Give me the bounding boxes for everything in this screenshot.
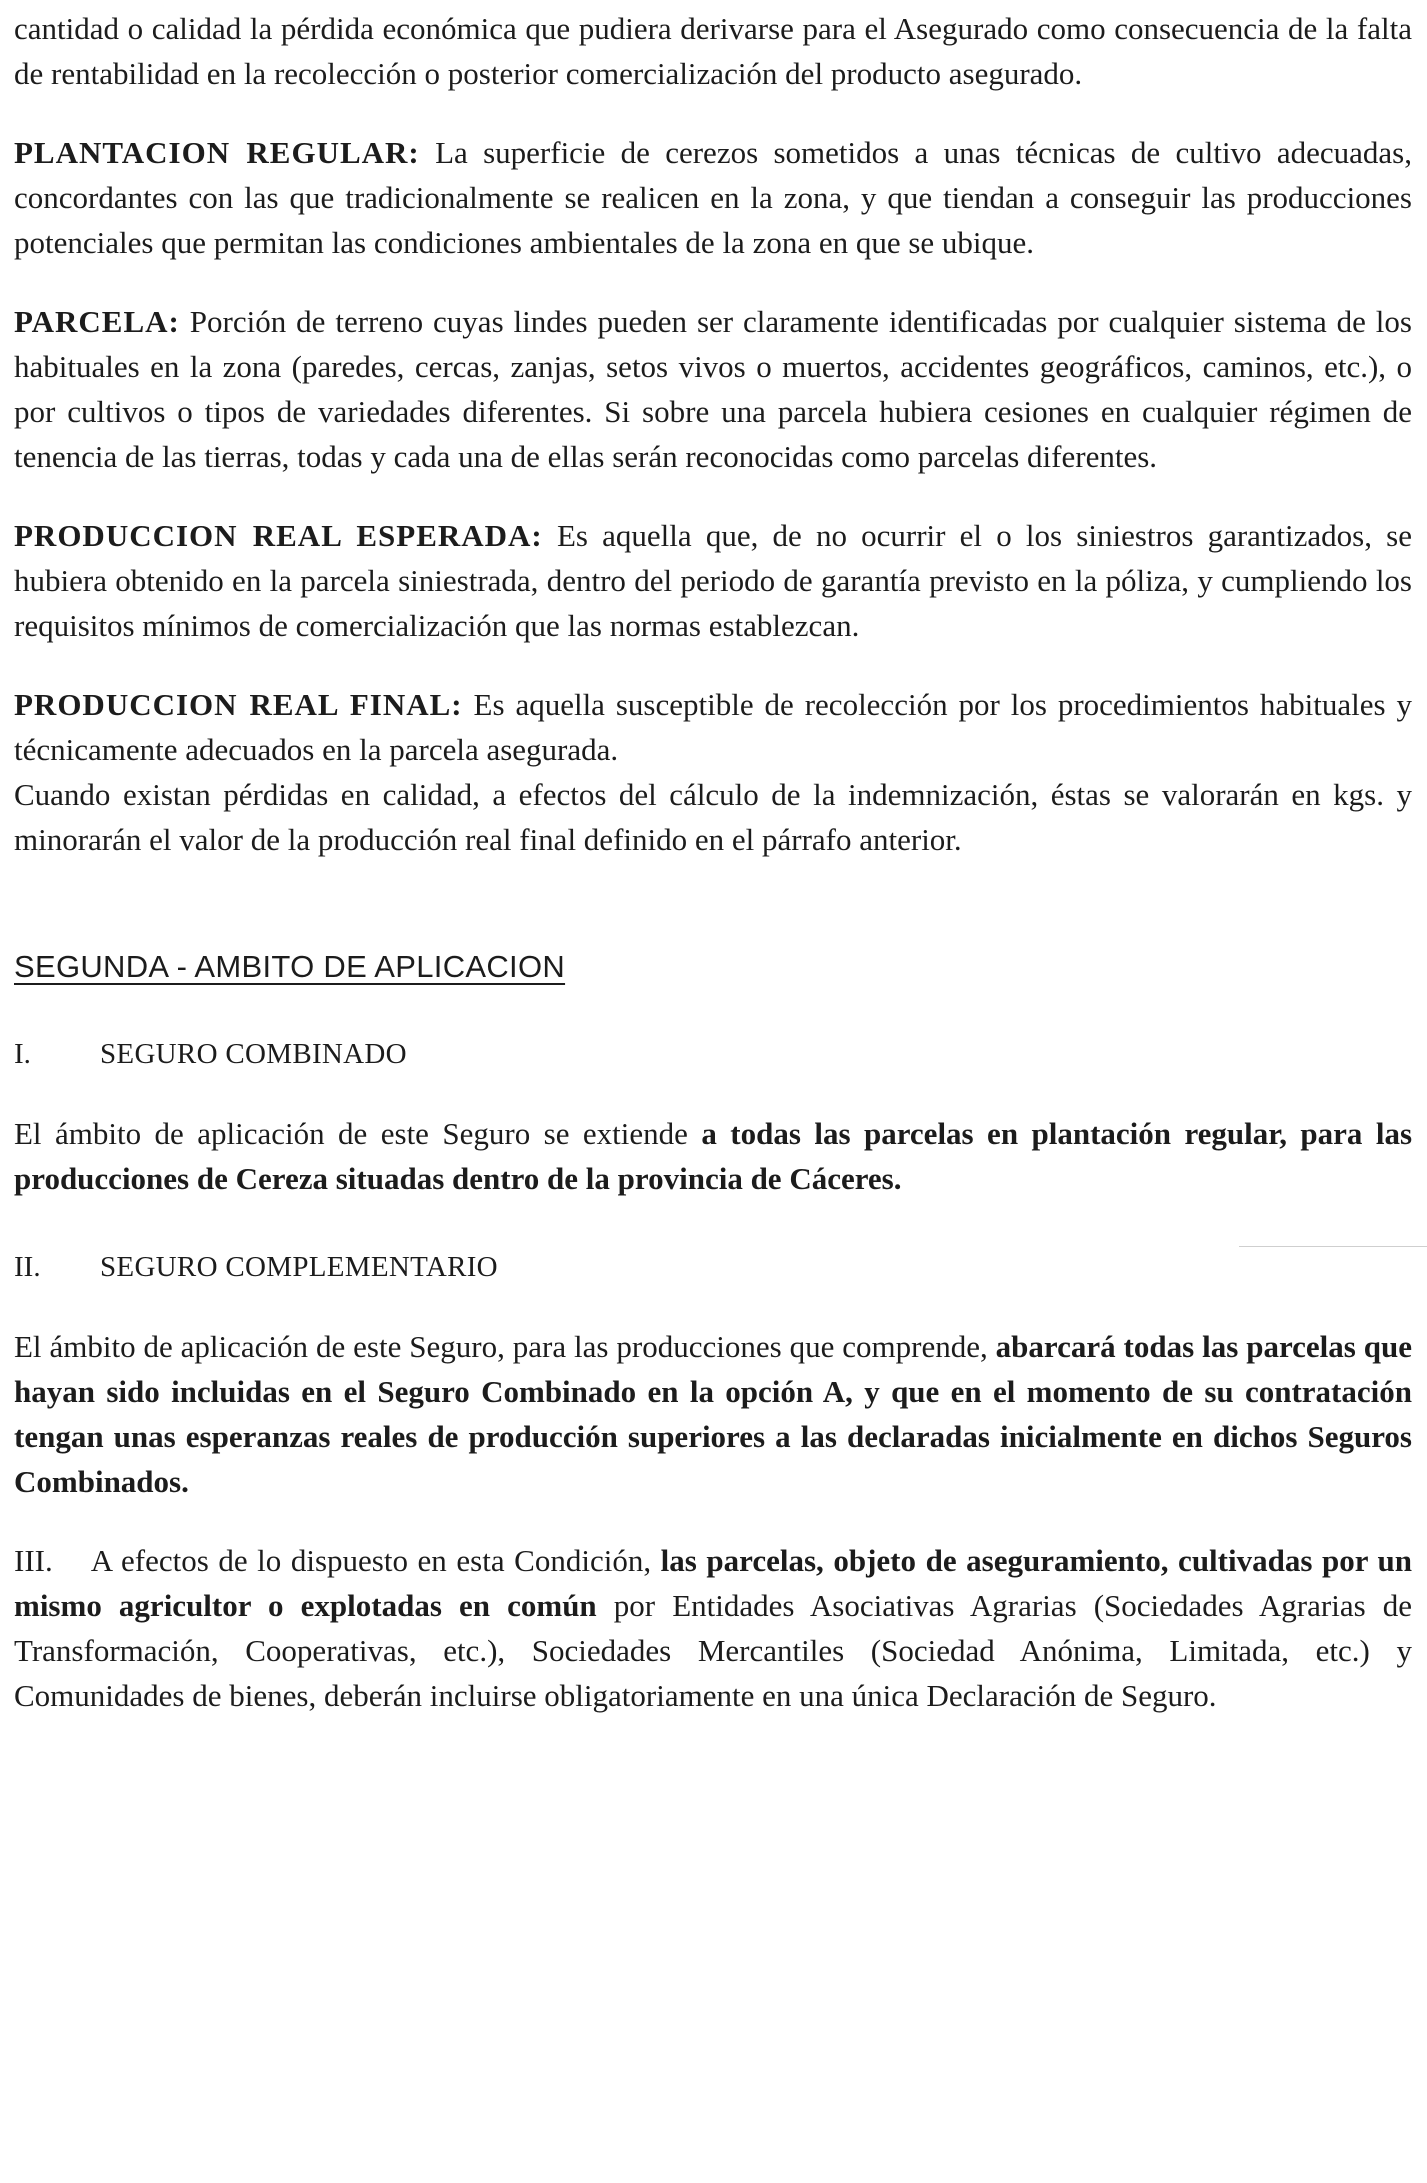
definition-text: La superficie de cerezos sometidos a unas técnicas de cultivo adecuadas, concordantes con las que tradicionalmente se realicen en la zona, y que tiendan a conseguir las producciones potenciales que permitan las condiciones ambientales de la zona en que se ubique. — [14, 135, 1412, 260]
definition-text: Es aquella susceptible de recolección por los procedimientos habituales y técnicamente adecuados en la parcela asegurada. — [14, 687, 1412, 767]
definition-term: PRODUCCION REAL FINAL: — [14, 687, 463, 722]
subheading-title: SEGURO COMPLEMENTARIO — [100, 1251, 498, 1283]
paragraph-text: El ámbito de aplicación de este Seguro, para las producciones que comprende, — [14, 1329, 996, 1364]
definition-produccion-real-esperada — [14, 513, 1412, 648]
subheading-seguro-combinado — [14, 1032, 1412, 1077]
divider-line — [1239, 1246, 1427, 1247]
intro-paragraph: cantidad o calidad la pérdida económica que pudiera derivarse para el Asegurado como consecuencia de la falta de rentabilidad en la recolección o posterior comercialización del producto asegurado. — [14, 11, 1412, 91]
definition-extra-paragraph: Cuando existan pérdidas en calidad, a efectos del cálculo de la indemnización, éstas se valorarán en kgs. y minorarán el valor de la producción real final definido en el párrafo anterior. — [14, 777, 1412, 857]
paragraph-bold-text: a todas las parcelas en plantación regular, para las producciones de Cereza situadas dentro de la provincia de Cáceres. — [14, 1116, 1413, 1196]
document-page — [14, 6, 1412, 1718]
paragraph-iii — [14, 1538, 1412, 1718]
paragraph-number: III. — [14, 1543, 53, 1578]
subheading-title: SEGURO COMBINADO — [100, 1038, 407, 1070]
paragraph-text: por Entidades Asociativas Agrarias (Sociedades Agrarias de Transformación, Cooperativas, etc.), Sociedades Mercantiles (Sociedad Anónima, Limitada, etc.) y Comunidades de bienes, deberán incluirse obligatoriamente en una única Declaración de Seguro. — [14, 1588, 1413, 1713]
subheading-seguro-complementario — [14, 1245, 1412, 1290]
definition-term: PLANTACION REGULAR: — [14, 135, 420, 170]
definition-produccion-real-final — [14, 682, 1412, 772]
subheading-number: I. — [14, 1038, 31, 1070]
definition-text: Porción de terreno cuyas lindes pueden ser claramente identificadas por cualquier sistema de los habituales en la zona (paredes, cercas, zanjas, setos vivos o muertos, accidentes geográficos, caminos, etc.), o por cultivos o tipos de variedades diferentes. Si sobre una parcela hubiera cesiones en cualquier régimen de tenencia de las tierras, todas y cada una de ellas serán reconocidas como parcelas diferentes. — [14, 304, 1412, 474]
definition-term: PARCELA: — [14, 304, 180, 339]
definition-plantacion-regular — [14, 130, 1412, 265]
definition-text: Es aquella que, de no ocurrir el o los siniestros garantizados, se hubiera obtenido en la parcela siniestrada, dentro del periodo de garantía previsto en la póliza, y cumpliendo los requisitos mínimos de comercialización que las normas establezcan. — [14, 518, 1412, 643]
seguro-combinado-paragraph — [14, 1111, 1412, 1201]
definition-term: PRODUCCION REAL ESPERADA: — [14, 518, 543, 553]
definition-parcela — [14, 299, 1412, 479]
paragraph-text: A efectos de lo dispuesto en esta Condición, — [90, 1543, 661, 1578]
seguro-complementario-paragraph — [14, 1324, 1412, 1504]
paragraph-bold-text: abarcará todas las parcelas que hayan sido incluidas en el Seguro Combinado en la opción A, y que en el momento de su contratación tengan unas esperanzas reales de producción superiores a las declaradas inicialmente en dichos Seguros Combinados. — [14, 1329, 1413, 1499]
subheading-number: II. — [14, 1251, 41, 1283]
paragraph-text: El ámbito de aplicación de este Seguro se extiende — [14, 1116, 702, 1151]
paragraph-bold-text: las parcelas, objeto de aseguramiento, cultivadas por un mismo agricultor o explotadas en común — [14, 1543, 1412, 1623]
section-heading: SEGUNDA - AMBITO DE APLICACION — [14, 949, 566, 984]
